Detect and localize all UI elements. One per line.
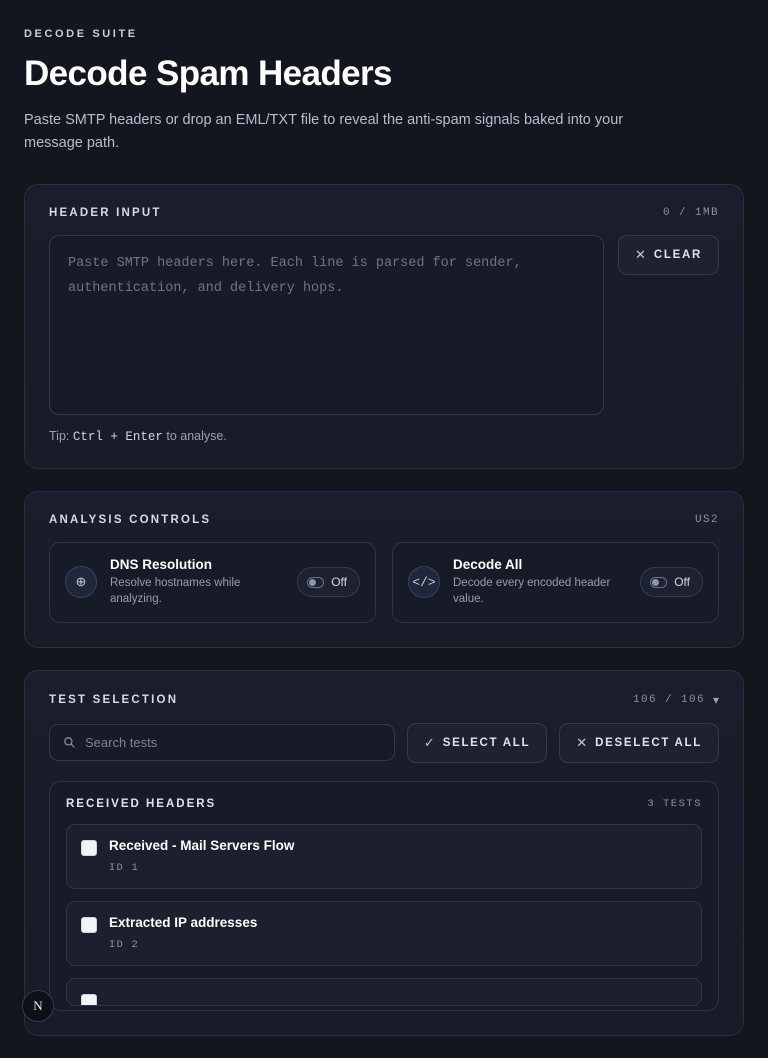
checkbox[interactable] <box>81 917 97 933</box>
control-decode-title: Decode All <box>453 557 523 573</box>
search-icon <box>63 736 76 749</box>
test-row[interactable] <box>66 824 702 889</box>
test-selection-card <box>24 670 744 1036</box>
test-group-title: RECEIVED HEADERS <box>66 797 217 810</box>
test-group-received-headers <box>49 781 719 1011</box>
control-decode-body <box>453 557 627 608</box>
test-name: Received - Mail Servers Flow <box>109 837 295 853</box>
chevron-down-icon[interactable]: ▾ <box>712 692 719 707</box>
control-decode-desc: Decode every encoded header value. <box>453 577 611 606</box>
search-input[interactable] <box>85 735 381 750</box>
test-group-count: 3 TESTS <box>647 797 702 810</box>
clear-button-label: CLEAR <box>653 249 702 262</box>
search-tests-wrapper[interactable] <box>49 724 395 761</box>
test-selection-title: TEST SELECTION <box>49 693 179 706</box>
analysis-controls-head <box>49 514 719 526</box>
test-row[interactable] <box>66 901 702 966</box>
toggle-knob-icon <box>307 577 324 588</box>
header-input-row <box>49 235 719 415</box>
test-id: ID 1 <box>109 861 140 874</box>
control-dns-body <box>110 557 284 608</box>
test-selection-count-wrap[interactable] <box>633 693 719 707</box>
analysis-controls-meta: US2 <box>694 514 719 527</box>
select-all-label: SELECT ALL <box>442 736 531 749</box>
checkbox[interactable] <box>81 840 97 856</box>
test-tools-row <box>49 723 719 763</box>
clear-button[interactable] <box>618 235 719 275</box>
analysis-controls-grid <box>49 542 719 623</box>
header-input-card-head <box>49 207 719 219</box>
header-input-title: HEADER INPUT <box>49 207 162 220</box>
deselect-all-button[interactable] <box>559 723 719 763</box>
analysis-controls-card <box>24 491 744 648</box>
tip-suffix: to analyse. <box>166 429 227 444</box>
control-dns-desc: Resolve hostnames while analyzing. <box>110 577 241 606</box>
notification-badge[interactable]: N <box>22 990 54 1022</box>
control-decode-all <box>392 542 719 623</box>
test-row[interactable] <box>66 978 702 1006</box>
test-row-body <box>109 915 257 952</box>
control-dns-title: DNS Resolution <box>110 557 213 573</box>
toggle-knob-icon <box>650 577 667 588</box>
control-dns-resolution <box>49 542 376 623</box>
code-icon: </> <box>408 566 440 598</box>
checkbox[interactable] <box>81 994 97 1006</box>
headers-textarea[interactable] <box>49 235 604 415</box>
analysis-controls-title: ANALYSIS CONTROLS <box>49 514 212 527</box>
deselect-all-label: DESELECT ALL <box>595 736 702 749</box>
tip-text <box>49 429 719 444</box>
test-row-body <box>109 838 294 875</box>
page-subtitle: Paste SMTP headers or drop an EML/TXT file to reveal the anti-spam signals baked into your message path. <box>24 112 624 151</box>
toggle-decode-state: Off <box>674 575 690 590</box>
test-group-head <box>66 798 702 810</box>
test-id: ID 2 <box>109 938 140 951</box>
toggle-dns-resolution[interactable] <box>297 567 360 597</box>
header-input-card <box>24 184 744 469</box>
close-icon: ✕ <box>576 734 588 750</box>
test-name: Extracted IP addresses <box>109 914 258 930</box>
eyebrow-label: DECODE SUITE <box>24 28 138 40</box>
toggle-dns-state: Off <box>331 575 347 590</box>
page-header <box>24 28 744 154</box>
tip-shortcut: Ctrl + Enter <box>72 430 163 445</box>
page-title: Decode Spam Headers <box>24 54 392 93</box>
globe-icon: ⊕ <box>65 566 97 598</box>
toggle-decode-all[interactable] <box>640 567 703 597</box>
test-selection-count: 106 / 106 <box>632 693 705 706</box>
test-selection-head <box>49 693 719 707</box>
check-icon: ✓ <box>423 734 435 750</box>
select-all-button[interactable] <box>407 723 547 763</box>
header-input-counter: 0 / 1MB <box>662 207 719 220</box>
tip-prefix: Tip: <box>49 429 70 444</box>
close-icon: ✕ <box>634 247 646 263</box>
